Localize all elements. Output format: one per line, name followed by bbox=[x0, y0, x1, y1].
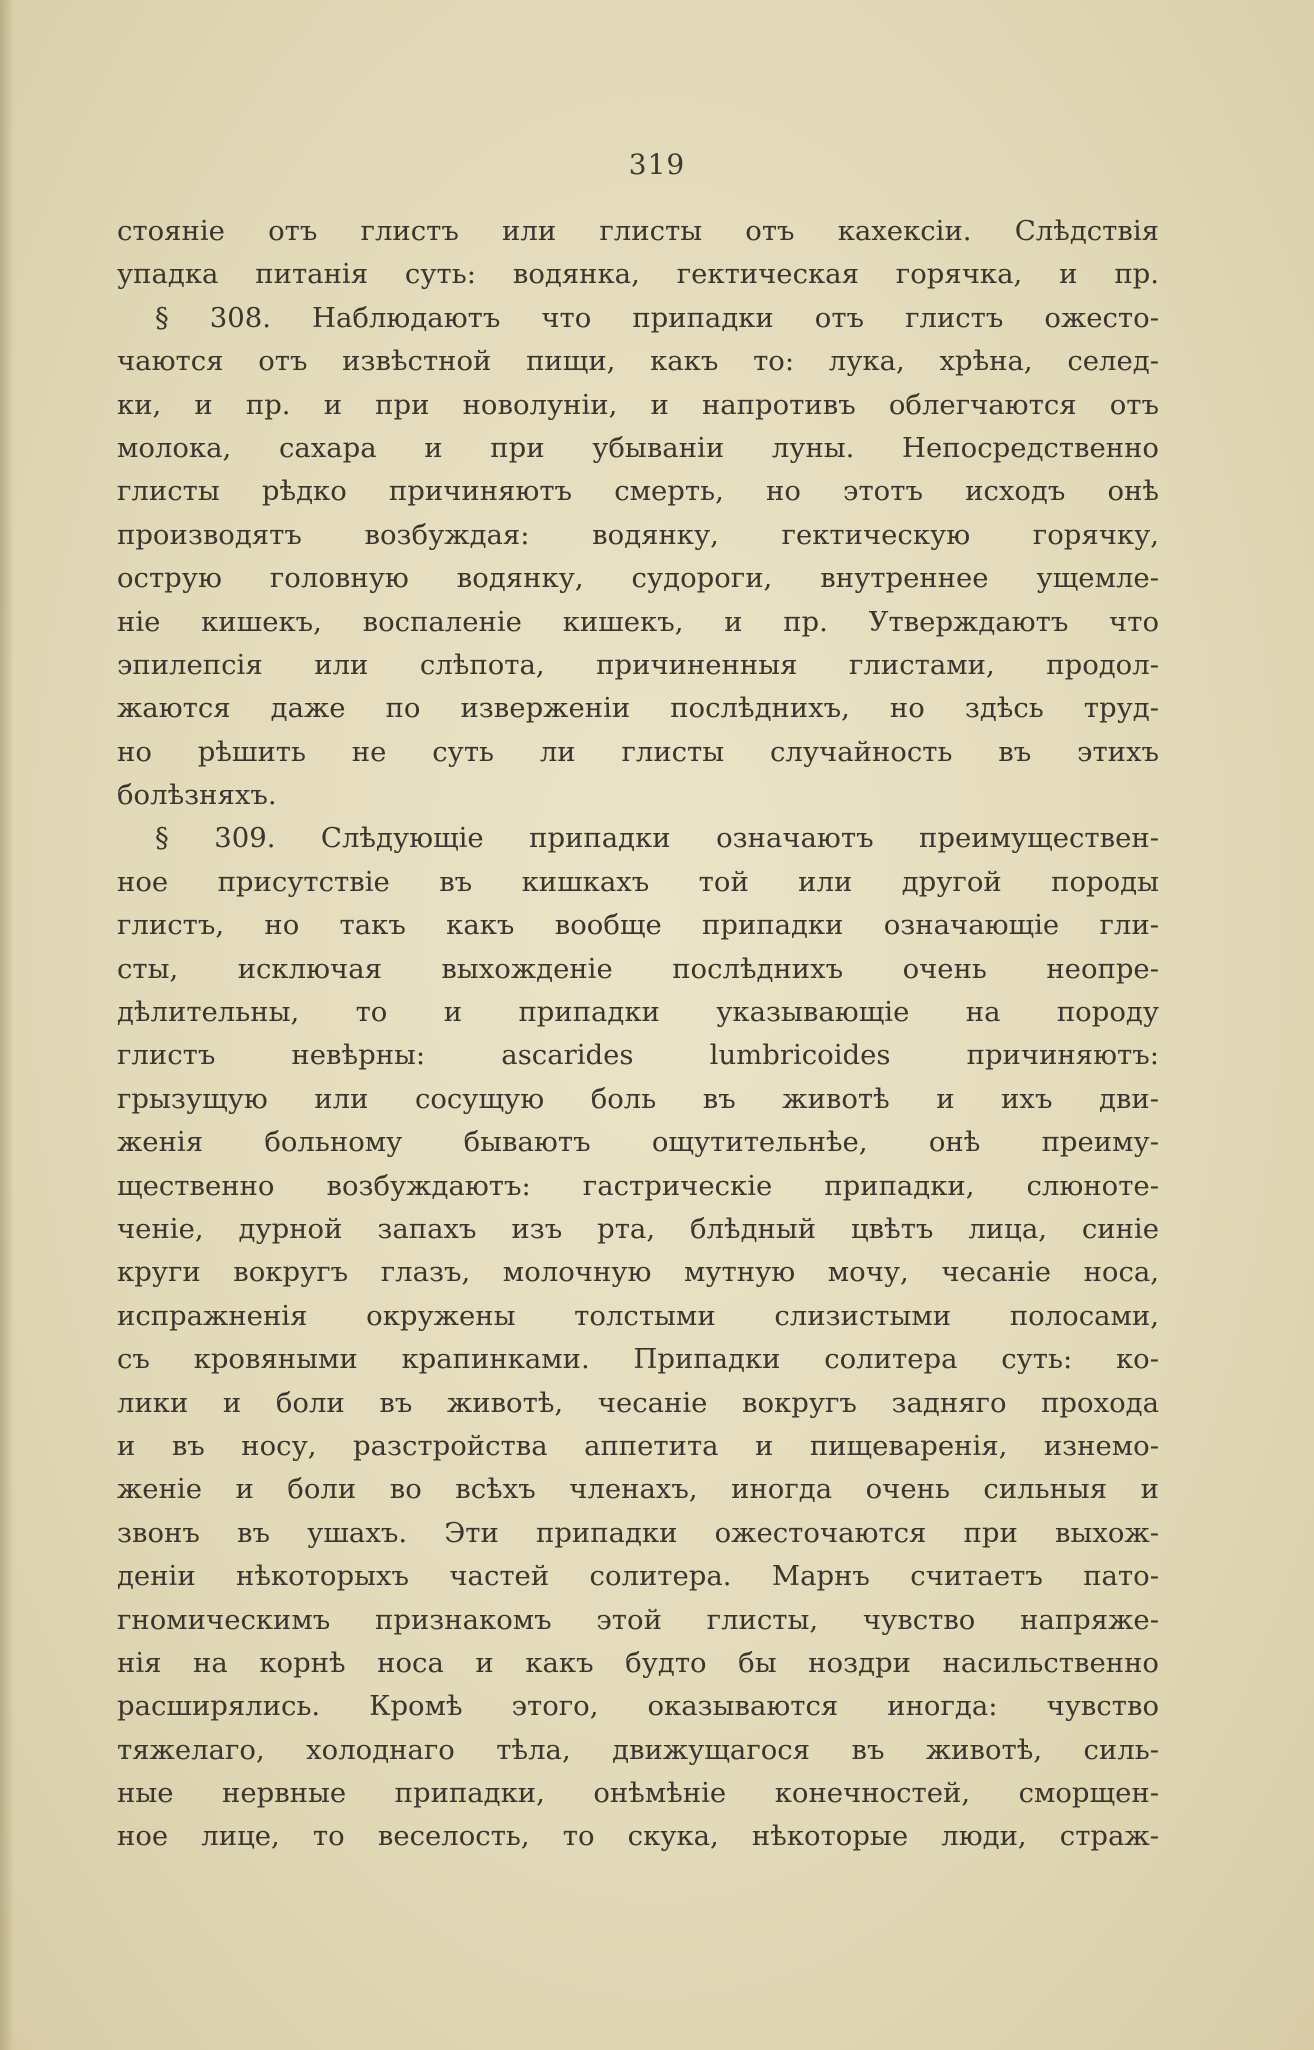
text-line: расширялись. Кромѣ этого, оказываются иногда: чувство bbox=[117, 1690, 1159, 1723]
text-line: глистъ невѣрны: ascarides lumbricoides причиняютъ: bbox=[117, 1039, 1159, 1072]
text-line: § 309. Слѣдующiе припадки означаютъ преимуществен- bbox=[155, 822, 1159, 855]
text-line: эпилепсiя или слѣпота, причиненныя глистами, продол- bbox=[117, 648, 1159, 681]
page-edge-shadow bbox=[0, 0, 14, 2050]
text-line: испражненiя окружены толстыми слизистыми полосами, bbox=[117, 1299, 1159, 1332]
body-text bbox=[117, 210, 1159, 1859]
text-line: глистъ, но такъ какъ вообще припадки означающiе гли- bbox=[117, 909, 1159, 942]
text-line: стоянie отъ глистъ или глисты отъ кахексiи. Слѣдствiя bbox=[117, 215, 1159, 247]
text-line: гномическимъ признакомъ этой глисты, чувство напряже- bbox=[117, 1603, 1159, 1636]
text-line: ные нервные припадки, онѣмѣнiе конечностей, сморщен- bbox=[117, 1777, 1159, 1810]
text-line: нiя на корнѣ носа и какъ будто бы ноздри насильственно bbox=[117, 1646, 1159, 1679]
text-line: чаются отъ извѣстной пищи, какъ то: лука, хрѣна, селед- bbox=[117, 345, 1159, 378]
text-line: упадка питанiя суть: водянка, гектическая горячка, и пр. bbox=[117, 258, 1159, 291]
text-line: грызущую или сосущую боль въ животѣ и ихъ дви- bbox=[117, 1082, 1159, 1115]
text-line: ченiе, дурной запахъ изъ рта, блѣдный цвѣтъ лица, синiе bbox=[117, 1212, 1159, 1245]
text-line: § 308. Наблюдаютъ что припадки отъ глистъ ожесто- bbox=[155, 301, 1159, 334]
text-line: ки, и пр. и при новолунiи, и напротивъ облегчаются отъ bbox=[117, 388, 1159, 421]
text-line: щественно возбуждаютъ: гастрическiе припадки, слюноте- bbox=[117, 1169, 1159, 1202]
text-line: женiя больному бываютъ ощутительнѣе, онѣ преиму- bbox=[117, 1126, 1159, 1159]
text-line: но рѣшить не суть ли глисты случайность въ этихъ bbox=[117, 735, 1159, 768]
text-line: ное лице, то веселость, то скука, нѣкоторые люди, страж- bbox=[117, 1820, 1159, 1853]
text-line: съ кровяными крапинками. Припадки солитера суть: ко- bbox=[117, 1343, 1159, 1376]
text-line: лики и боли въ животѣ, чесанiе вокругъ задняго прохода bbox=[117, 1386, 1159, 1419]
text-line: ное присутствiе въ кишкахъ той или другой породы bbox=[117, 865, 1159, 898]
text-line: болѣзняхъ. bbox=[117, 779, 277, 812]
text-line: острую головную водянку, судороги, внутреннее ущемле- bbox=[117, 562, 1159, 595]
text-line: женiе и боли во всѣхъ членахъ, иногда очень сильныя и bbox=[117, 1473, 1159, 1506]
text-line: молока, сахара и при убыванiи луны. Непосредственно bbox=[117, 431, 1159, 464]
text-line: дѣлительны, то и припадки указывающiе на породу bbox=[117, 996, 1159, 1029]
text-line: тяжелаго, холоднаго тѣла, движущагося въ животѣ, силь- bbox=[117, 1733, 1159, 1766]
text-line: жаются даже по изверженiи послѣднихъ, но здѣсь труд- bbox=[117, 692, 1159, 725]
text-line: глисты рѣдко причиняютъ смерть, но этотъ исходъ онѣ bbox=[117, 475, 1159, 508]
text-line: звонъ въ ушахъ. Эти припадки ожесточаются при выхож- bbox=[117, 1516, 1159, 1549]
page-number: 319 bbox=[628, 148, 686, 181]
text-line: круги вокругъ глазъ, молочную мутную мочу, чесанiе носа, bbox=[117, 1256, 1159, 1289]
text-line: производятъ возбуждая: водянку, гектическую горячку, bbox=[117, 518, 1159, 551]
text-line: и въ носу, разстройства аппетита и пищеваренiя, изнемо- bbox=[117, 1429, 1159, 1462]
text-line: сты, исключая выхожденiе послѣднихъ очень неопре- bbox=[117, 952, 1159, 985]
text-line: денiи нѣкоторыхъ частей солитера. Марнъ считаетъ пато- bbox=[117, 1560, 1159, 1593]
text-line: нiе кишекъ, воспаленiе кишекъ, и пр. Утверждаютъ что bbox=[117, 605, 1159, 638]
